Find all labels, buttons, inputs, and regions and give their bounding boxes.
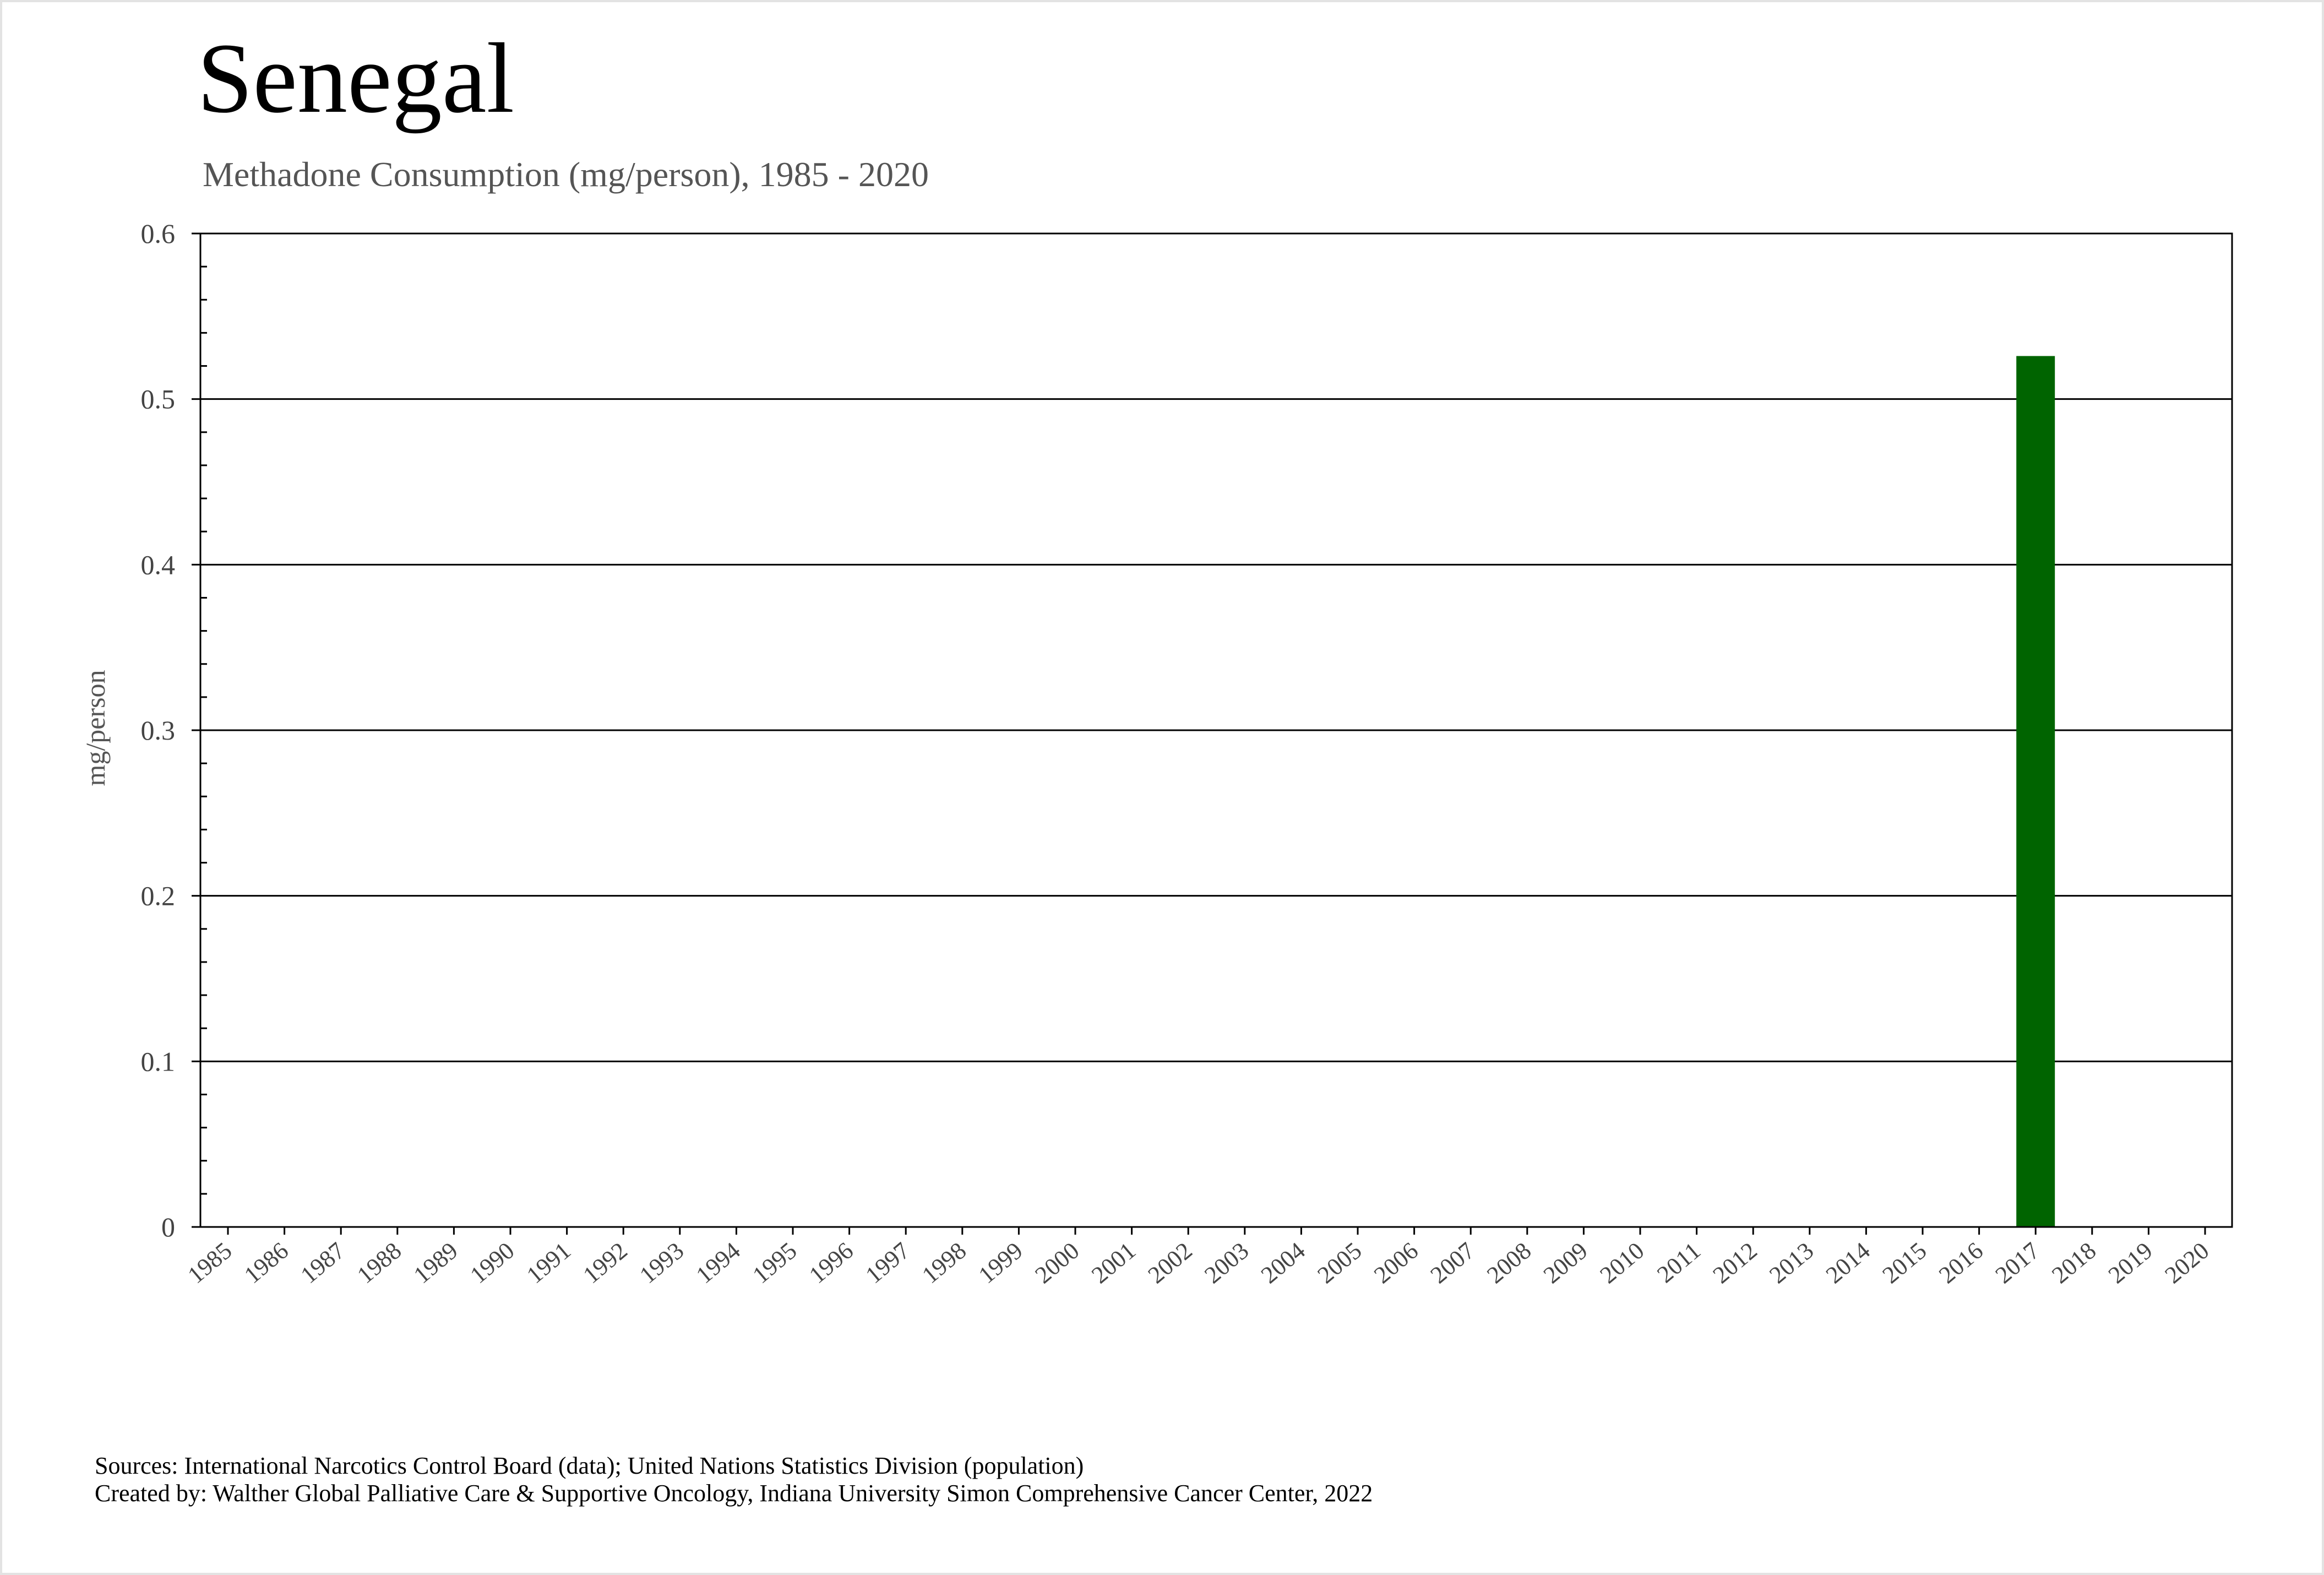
x-tick-label: 1997 [860,1237,915,1289]
x-tick-label: 2013 [1764,1237,1819,1289]
x-tick-label: 1988 [352,1237,407,1289]
x-tick-label: 1985 [182,1237,237,1289]
y-tick-label: 0.1 [140,1046,175,1077]
x-tick-label: 2019 [2103,1237,2158,1289]
y-tick-label: 0.6 [140,218,175,249]
axes [192,233,2232,1235]
x-tick-label: 2010 [1594,1237,1650,1289]
x-tick-label: 2008 [1482,1237,1537,1289]
x-tick-label: 2005 [1312,1237,1367,1289]
x-tick-label: 2000 [1030,1237,1085,1289]
x-tick-label: 2003 [1199,1237,1254,1289]
chart-subtitle: Methadone Consumption (mg/person), 1985 - 2020 [203,155,929,194]
y-tick-label: 0.3 [140,715,175,746]
x-tick-label: 1995 [747,1237,802,1289]
footer [95,1452,1373,1507]
x-tick-label: 2007 [1425,1237,1480,1289]
x-tick-label: 1989 [408,1237,463,1289]
x-tick-label: 1996 [804,1237,859,1289]
x-tick-label: 2001 [1086,1237,1141,1289]
x-tick-label: 2016 [1934,1237,1989,1289]
x-tick-label: 2012 [1707,1237,1762,1289]
chart-title: Senegal [197,23,515,134]
footer-created-by: Created by: Walther Global Palliative Care & Supportive Oncology, Indiana University Simon Comprehensive Cancer Center, 2022 [95,1480,1373,1507]
x-tick-label: 1999 [973,1237,1028,1289]
gridlines [200,399,2232,1062]
x-tick-label: 2020 [2159,1237,2214,1289]
x-tick-label: 1991 [521,1237,576,1289]
footer-sources: Sources: International Narcotics Control Board (data); United Nations Statistics Division (population) [95,1452,1084,1479]
x-tick-label: 2015 [1877,1237,1932,1289]
y-tick-labels [141,218,176,1242]
x-tick-label: 1994 [690,1237,745,1289]
x-tick-labels [183,1237,2214,1289]
x-tick-label: 2006 [1369,1237,1424,1289]
y-tick-label: 0.4 [140,549,175,580]
x-tick-label: 1987 [295,1237,350,1289]
x-tick-label: 1998 [917,1237,972,1289]
x-tick-label: 2002 [1142,1237,1198,1289]
x-tick-label: 2017 [1990,1237,2045,1289]
bars [2016,356,2055,1227]
x-tick-label: 2014 [1820,1237,1875,1289]
x-tick-label: 2009 [1538,1237,1593,1289]
x-tick-label: 2018 [2047,1237,2102,1289]
y-tick-label: 0.2 [140,880,175,911]
x-tick-label: 2011 [1652,1237,1706,1289]
y-tick-label: 0 [161,1212,175,1242]
y-axis-label: mg/person [80,670,111,786]
x-tick-label: 1992 [578,1237,633,1289]
bar-2017 [2016,356,2055,1227]
x-tick-label: 1990 [465,1237,520,1289]
x-tick-label: 1986 [239,1237,294,1289]
y-tick-label: 0.5 [140,383,175,415]
x-tick-label: 2004 [1255,1237,1310,1289]
x-tick-label: 1993 [634,1237,689,1289]
